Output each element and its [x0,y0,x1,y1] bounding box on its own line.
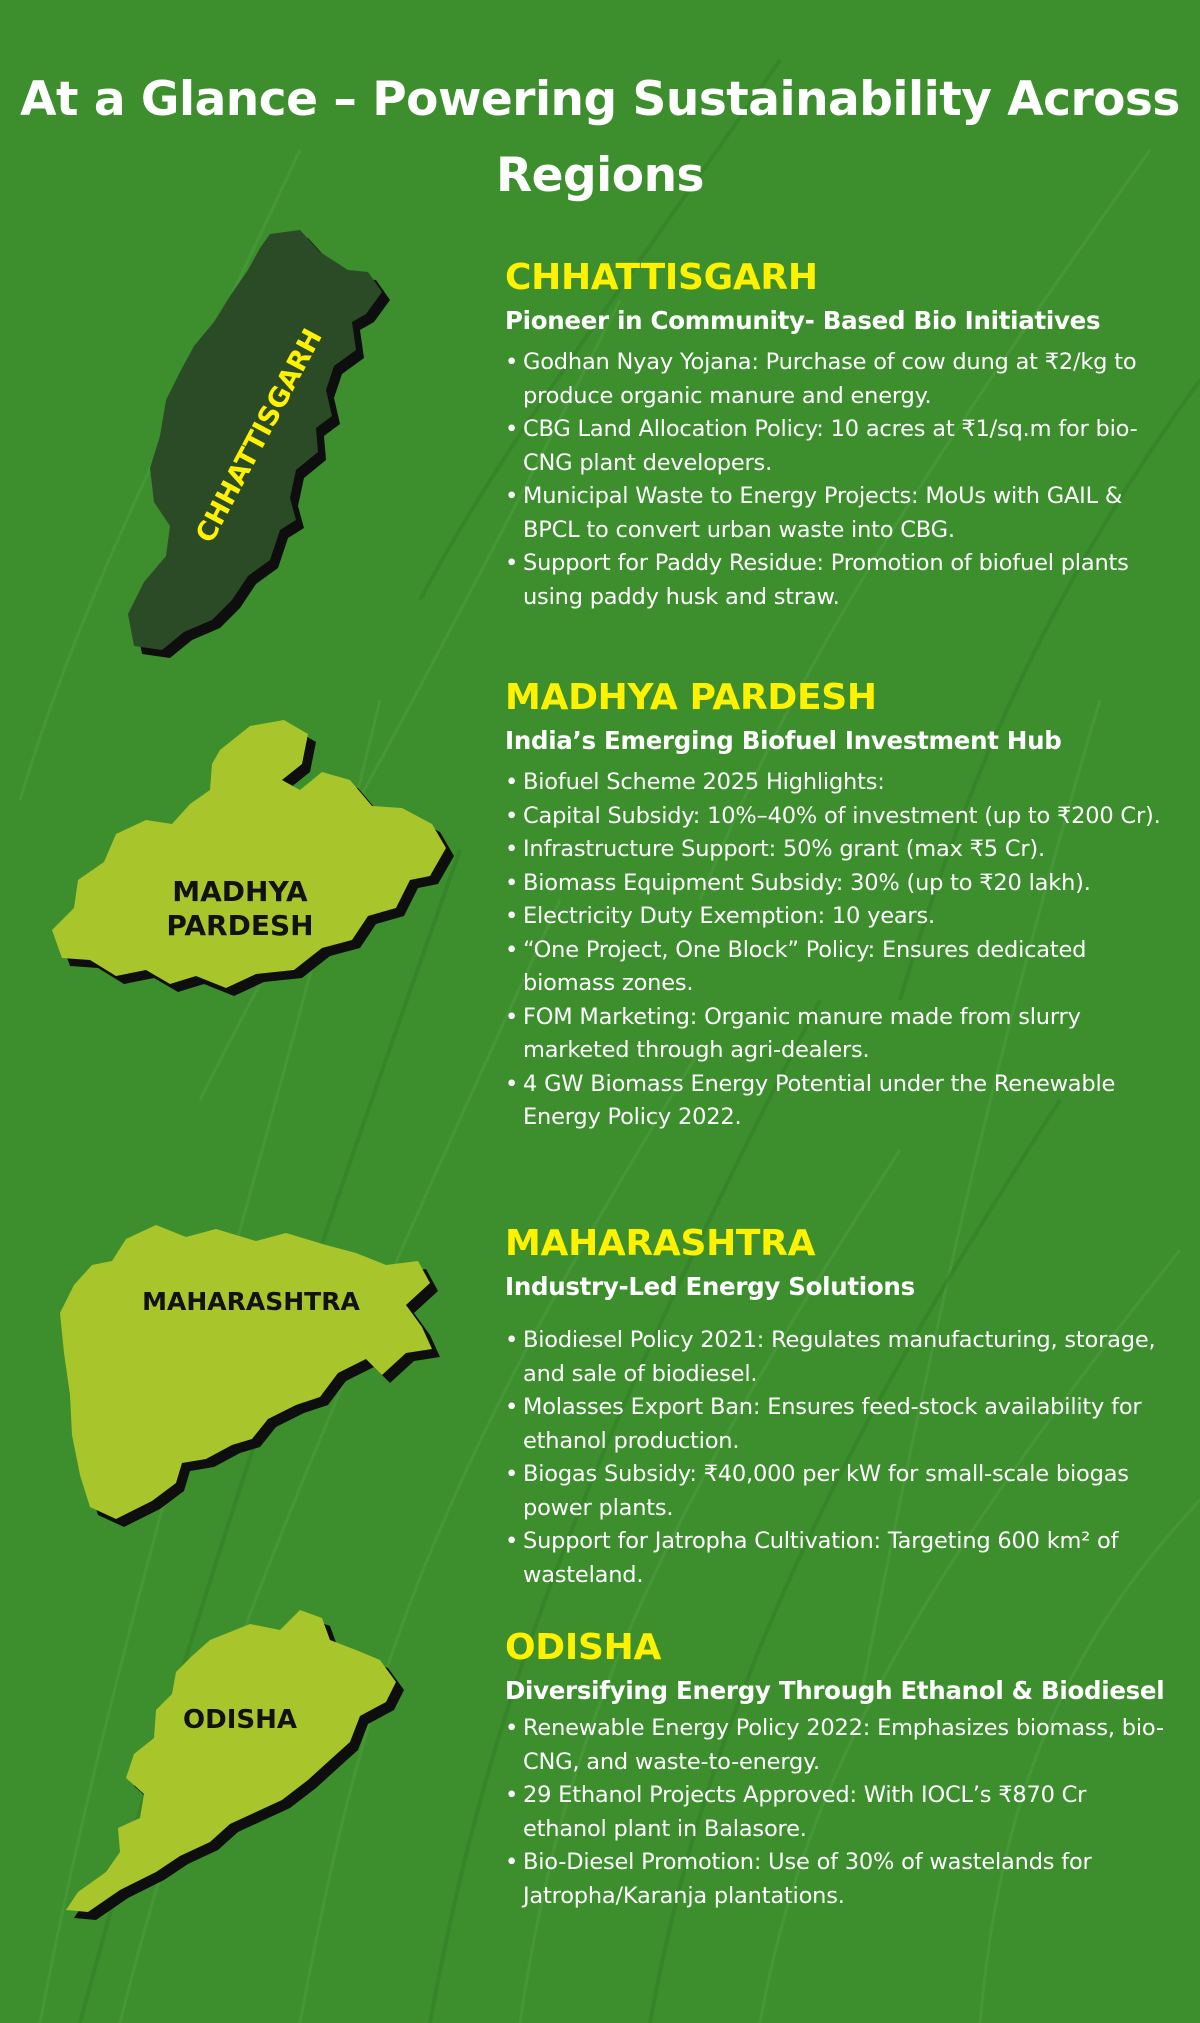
list-item: • Support for Paddy Residue: Promotion of biofuel plants using paddy husk and straw. [505,547,1170,614]
list-item: • Molasses Export Ban: Ensures feed-stock availability for ethanol production. [505,1391,1170,1458]
page-title: At a Glance – Powering Sustainability Across Regions [20,72,1180,203]
list-item: • Biomass Equipment Subsidy: 30% (up to ₹20 lakh). [505,867,1170,901]
region-name: ODISHA [505,1627,661,1668]
list-item: • Bio-Diesel Promotion: Use of 30% of wastelands for Jatropha/Karanja plantations. [505,1846,1170,1913]
madhya-pardesh-map [50,720,450,1010]
list-item: • Biofuel Scheme 2025 Highlights: [505,766,1170,800]
region-maharashtra [505,1222,1170,1592]
region-points [505,1712,1170,1913]
maharashtra-map [56,1225,446,1525]
maharashtra-map-label: MAHARASHTRA [142,1287,360,1316]
list-item: • Infrastructure Support: 50% grant (max ₹5 Cr). [505,833,1170,867]
region-madhya-pardesh [505,676,1170,1135]
list-item: • Electricity Duty Exemption: 10 years. [505,900,1170,934]
region-points [505,346,1170,614]
region-name: MADHYA PARDESH [505,677,877,718]
region-subtitle: Pioneer in Community- Based Bio Initiatives [505,306,1101,335]
list-item: • Municipal Waste to Energy Projects: MoUs with GAIL & BPCL to convert urban waste into CBG. [505,480,1170,547]
list-item: • FOM Marketing: Organic manure made from slurry marketed through agri-dealers. [505,1001,1170,1068]
list-item: • Renewable Energy Policy 2022: Emphasizes biomass, bio-CNG, and waste-to-energy. [505,1712,1170,1779]
chhattisgarh-map-label: CHHATTISGARH [190,323,329,548]
list-item: • Capital Subsidy: 10%–40% of investment (up to ₹200 Cr). [505,800,1170,834]
list-item: • 29 Ethanol Projects Approved: With IOCL’s ₹870 Cr ethanol plant in Balasore. [505,1779,1170,1846]
list-item: • CBG Land Allocation Policy: 10 acres at ₹1/sq.m for bio-CNG plant developers. [505,413,1170,480]
region-odisha [505,1626,1170,1913]
madhya-pardesh-map-label: MADHYA PARDESH [166,875,314,942]
region-chhattisgarh [505,256,1170,614]
region-subtitle: India’s Emerging Biofuel Investment Hub [505,726,1062,755]
odisha-map [60,1610,440,1920]
region-points [505,766,1170,1135]
region-subtitle: Diversifying Energy Through Ethanol & Biodiesel [505,1676,1165,1705]
region-name: MAHARASHTRA [505,1223,816,1264]
list-item: • Support for Jatropha Cultivation: Targeting 600 km² of wasteland. [505,1525,1170,1592]
list-item: • Biodiesel Policy 2021: Regulates manufacturing, storage, and sale of biodiesel. [505,1324,1170,1391]
region-subtitle: Industry-Led Energy Solutions [505,1272,915,1301]
chhattisgarh-map [120,230,400,680]
region-points [505,1324,1170,1592]
odisha-map-label: ODISHA [183,1705,297,1735]
region-name: CHHATTISGARH [505,257,818,298]
list-item: • 4 GW Biomass Energy Potential under the Renewable Energy Policy 2022. [505,1068,1170,1135]
list-item: • Godhan Nyay Yojana: Purchase of cow dung at ₹2/kg to produce organic manure and energy. [505,346,1170,413]
list-item: • Biogas Subsidy: ₹40,000 per kW for small-scale biogas power plants. [505,1458,1170,1525]
list-item: • “One Project, One Block” Policy: Ensures dedicated biomass zones. [505,934,1170,1001]
